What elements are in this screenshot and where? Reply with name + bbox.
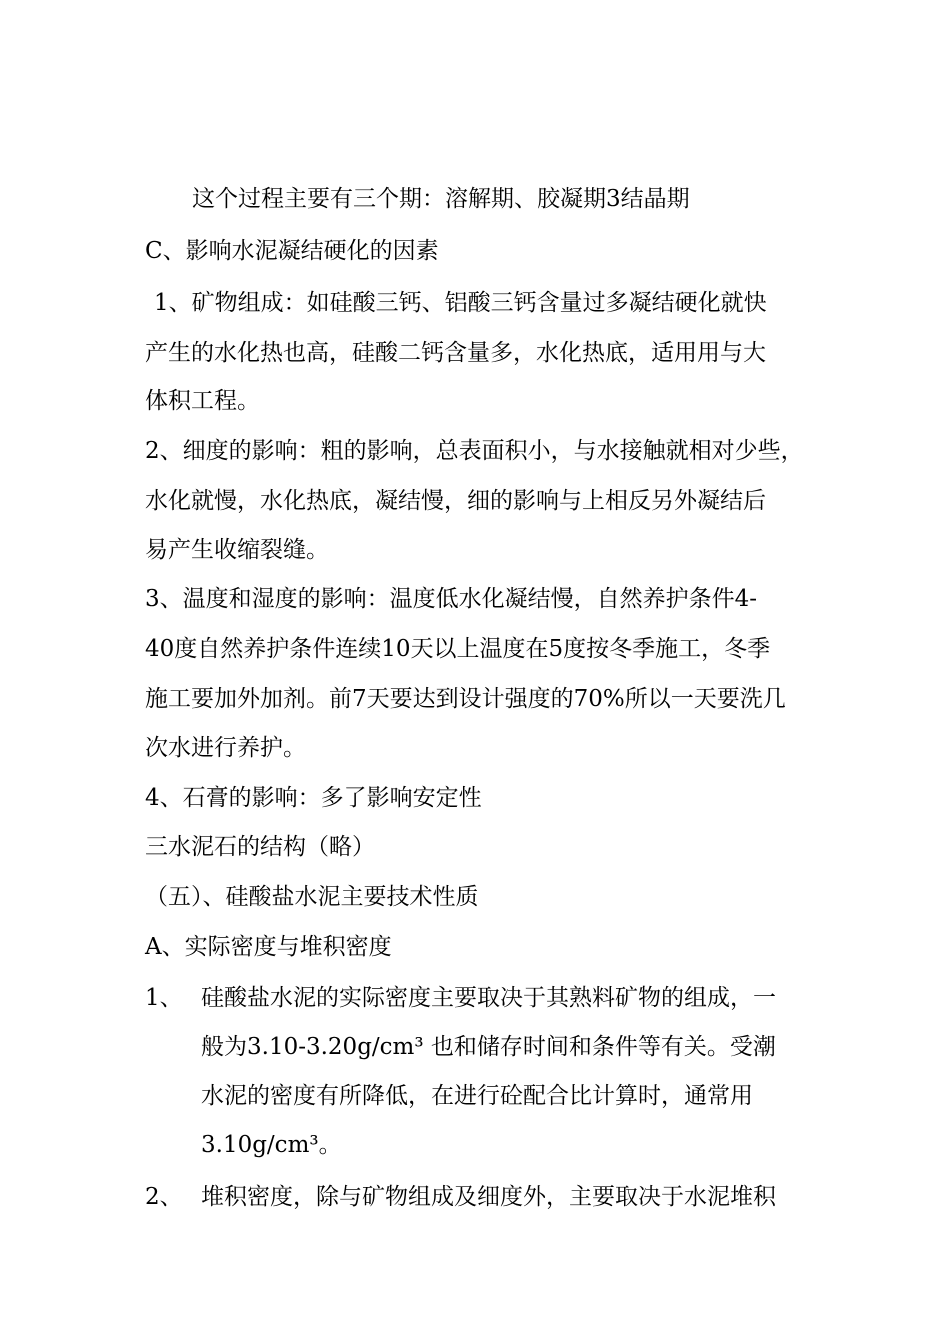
list-item-line: 般为3.10-3.20g/cm³ 也和储存时间和条件等有关。受潮 <box>201 1034 776 1060</box>
paragraph-line: 1、矿物组成：如硅酸三钙、铝酸三钙含量过多凝结硬化就快 <box>154 290 767 316</box>
paragraph-line: 易产生收缩裂缝。 <box>145 537 329 563</box>
paragraph-line: 4、石膏的影响：多了影响安定性 <box>145 785 482 811</box>
paragraph-line: 水化就慢，水化热底，凝结慢，细的影响与上相反另外凝结后 <box>145 488 766 514</box>
paragraph-line: 40度自然养护条件连续10天以上温度在5度按冬季施工，冬季 <box>145 636 771 662</box>
paragraph-line: 产生的水化热也高，硅酸二钙含量多，水化热底，适用用与大 <box>145 340 766 366</box>
paragraph-line: 2、细度的影响：粗的影响，总表面积小，与水接触就相对少些， <box>145 438 804 464</box>
list-item-line: 3.10g/cm³。 <box>201 1132 342 1158</box>
list-item-line: 硅酸盐水泥的实际密度主要取决于其熟料矿物的组成，一 <box>201 985 776 1011</box>
list-item-line: 堆积密度，除与矿物组成及细度外，主要取决于水泥堆积 <box>201 1184 776 1210</box>
paragraph-line: 施工要加外加剂。前7天要达到设计强度的70%所以一天要洗几 <box>145 686 786 712</box>
section-heading: 三水泥石的结构（略） <box>145 834 375 860</box>
list-marker: 2、 <box>145 1184 183 1210</box>
list-marker: 1、 <box>145 985 183 1011</box>
paragraph-line: 这个过程主要有三个期：溶解期、胶凝期3结晶期 <box>192 186 690 212</box>
section-heading: （五）、硅酸盐水泥主要技术性质 <box>145 884 479 910</box>
paragraph-line: 3、温度和湿度的影响：温度低水化凝结慢，自然养护条件4- <box>145 586 758 612</box>
section-heading: A、实际密度与堆积密度 <box>145 934 392 960</box>
section-heading: C、影响水泥凝结硬化的因素 <box>145 238 439 264</box>
paragraph-line: 次水进行养护。 <box>145 735 306 761</box>
list-item-line: 水泥的密度有所降低，在进行砼配合比计算时，通常用 <box>201 1083 753 1109</box>
paragraph-line: 体积工程。 <box>145 388 260 414</box>
